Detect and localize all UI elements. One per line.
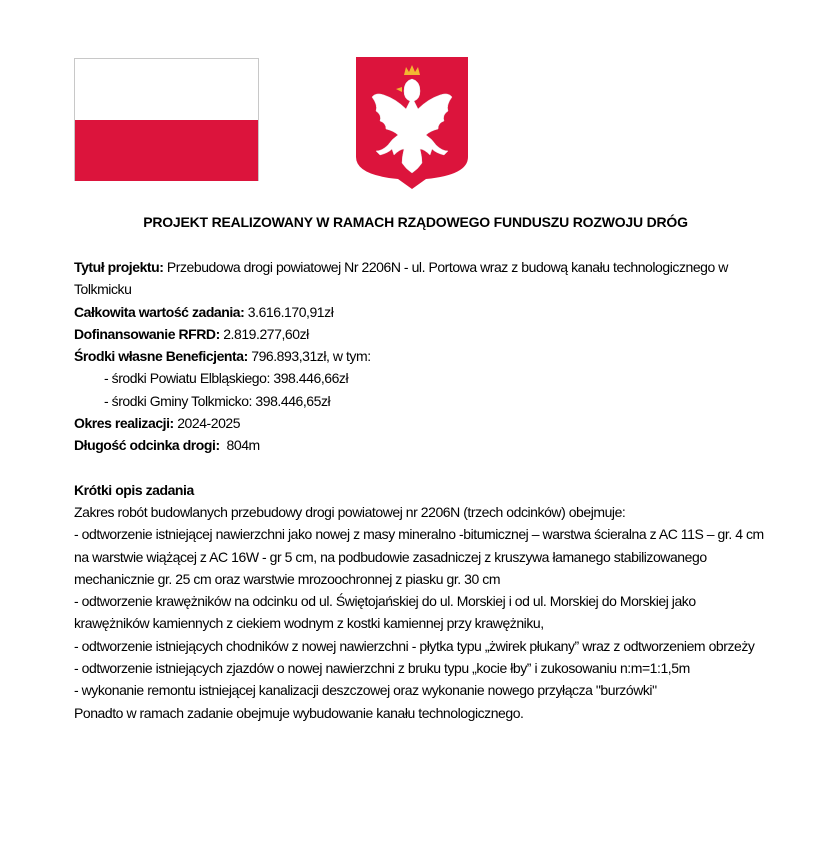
polish-flag [74, 58, 259, 181]
total-value-row [74, 301, 774, 323]
project-details [74, 256, 774, 724]
funding-row [74, 323, 774, 345]
total-value-label: Całkowita wartość zadania: [74, 303, 245, 320]
description-line: - odtworzenie krawężników na odcinku od ul. Świętojańskiej do ul. Morskiej i od ul. Morskiej do Morskiej jako krawężników kamiennych z ciekiem wodnym z kostki kamiennej przy krawężniku, [74, 593, 696, 632]
own-funds-label: Środki własne Beneficjenta: [74, 348, 248, 365]
own-funds-value: 796.893,31zł, w tym: [247, 348, 371, 365]
flag-red-stripe [75, 120, 258, 181]
period-row [74, 412, 774, 434]
description-heading: Krótki opis zadania [74, 481, 194, 498]
project-title-value: Przebudowa drogi powiatowej Nr 2206N - ul. Portowa wraz z budową kanału technologicznego w Tolkmicku [74, 259, 728, 298]
own-funds-row [74, 345, 774, 367]
funding-value: 2.819.277,60zł [219, 325, 309, 342]
spacer [74, 457, 774, 479]
description-line: Ponadto w ramach zadanie obejmuje wybudowanie kanału technologicznego. [74, 704, 524, 721]
polish-coat-of-arms-icon [356, 57, 468, 189]
page-title: PROJEKT REALIZOWANY W RAMACH RZĄDOWEGO FUNDUSZU ROZWOJU DRÓG [143, 214, 688, 230]
own-funds-item: - środki Powiatu Elbląskiego: 398.446,66zł [104, 370, 349, 387]
length-label: Długość odcinka drogi: [74, 437, 220, 454]
flag-white-stripe [75, 59, 258, 120]
description-line: Zakres robót budowlanych przebudowy drogi powiatowej nr 2206N (trzech odcinków) obejmuje: [74, 503, 626, 520]
description-line: - wykonanie remontu istniejącej kanalizacji deszczowej oraz wykonanie nowego przyłącza "burzówki" [74, 682, 657, 699]
description-line: - odtworzenie istniejących zjazdów o nowej nawierzchni z bruku typu „kocie łby” i zukosowaniu n:m=1:1,5m [74, 660, 690, 677]
own-funds-item: - środki Gminy Tolkmicko: 398.446,65zł [104, 392, 331, 409]
description-line: - odtworzenie istniejących chodników z nowej nawierzchni - płytka typu „żwirek płukany” wraz z odtworzeniem obrzeży [74, 637, 755, 654]
description-line: - odtworzenie istniejącej nawierzchni jako nowej z masy mineralno -bitumicznej – warstwa ścieralna z AC 11S – gr. 4 cm na warstwie wiążącej z AC 16W - gr 5 cm, na podbudowie zasadniczej z kruszywa łamanego stabilizowanego mechanicznie gr. 25 cm oraz warstwie mrozoochronnej z piasku gr. 30 cm [74, 526, 764, 587]
project-title-row [74, 256, 774, 301]
length-row [74, 434, 774, 456]
period-value: 2024-2025 [173, 415, 241, 432]
length-value: 804m [219, 437, 260, 454]
funding-label: Dofinansowanie RFRD: [74, 325, 220, 342]
project-title-label: Tytuł projektu: [74, 259, 164, 275]
total-value: 3.616.170,91zł [244, 303, 334, 320]
period-label: Okres realizacji: [74, 415, 174, 432]
